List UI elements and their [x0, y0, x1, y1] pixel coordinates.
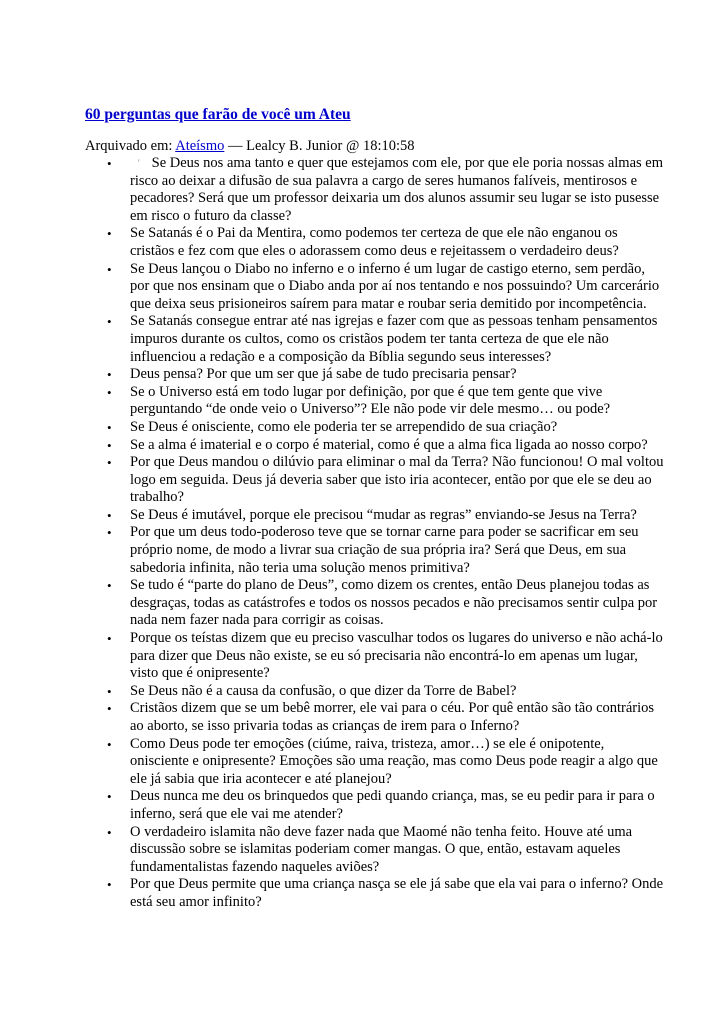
question-text: Se Deus é onisciente, como ele poderia ter se arrependido de sua criação?	[130, 418, 558, 435]
question-item	[85, 225, 665, 260]
question-item	[85, 507, 665, 525]
question-item	[85, 788, 665, 823]
bullet-icon: •	[107, 701, 112, 717]
question-text: Deus pensa? Por que um ser que já sabe de tudo precisaria pensar?	[130, 366, 517, 383]
question-item	[85, 437, 665, 455]
question-text: Se a alma é imaterial e o corpo é material, como é que a alma fica ligada ao nosso corpo?	[130, 436, 648, 453]
bullet-icon: •	[107, 736, 112, 752]
question-item	[85, 384, 665, 419]
bullet-icon: •	[107, 578, 112, 594]
question-text: Por que um deus todo-poderoso teve que se tornar carne para poder se sacrificar em seu próprio nome, de modo a livrar sua criação de sua própria ira? Será que Deus, em sua sabedoria infinita, não teria uma solução menos primitiva?	[130, 524, 639, 576]
question-item	[85, 577, 665, 630]
category-link[interactable]: Ateísmo	[175, 138, 225, 154]
question-item	[85, 824, 665, 877]
bullet-icon: •	[107, 261, 112, 277]
question-text: Cristãos dizem que se um bebê morrer, ele vai para o céu. Por quê então são tão contrários ao aborto, se isso privaria todas as crianças de irem para o Inferno?	[130, 700, 655, 734]
article-title-link[interactable]: 60 perguntas que farão de você um Ateu	[85, 106, 351, 123]
bullet-icon: •	[107, 824, 112, 840]
question-item	[85, 366, 665, 384]
bullet-icon: •	[107, 683, 112, 699]
bullet-icon: •	[107, 455, 112, 471]
question-text: Se Deus é imutável, porque ele precisou “mudar as regras” enviando-se Jesus na Terra?	[130, 506, 637, 523]
question-text: Porque os teístas dizem que eu preciso vasculhar todos os lugares do universo e não achá-lo para dizer que Deus não existe, se eu só precisaria não encontrá-lo em apenas um lugar, visto que é onipresente?	[130, 630, 663, 682]
question-text: Como Deus pode ter emoções (ciúme, raiva, tristeza, amor…) se ele é onipotente, onisciente e onipresente? Emoções são uma reação, mas como Deus pode reagir a algo que ele já sabia que iria acontecer e até planejou?	[130, 735, 658, 787]
questions-list	[85, 155, 665, 912]
bullet-icon: •	[107, 525, 112, 541]
question-item	[85, 683, 665, 701]
question-text: Se Deus nos ama tanto e quer que estejamos com ele, por que ele poria nossas almas em risco ao deixar a difusão de sua palavra a cargo de seres humanos falíveis, mentirosos e pecadores? Será que um professor deixaria um dos alunos assumir seu lugar se isto pusesse em risco o futuro da classe?	[130, 155, 663, 224]
question-item	[85, 736, 665, 789]
document-page	[85, 105, 665, 912]
question-text: Deus nunca me deu os brinquedos que pedi quando criança, mas, se eu pedir para ir para o inferno, será que ele vai me atender?	[130, 788, 655, 822]
bullet-icon: •	[107, 367, 112, 383]
bullet-icon: •	[107, 419, 112, 435]
question-text: Por que Deus permite que uma criança nasça se ele já sabe que ela vai para o inferno? Onde está seu amor infinito?	[130, 876, 664, 910]
bullet-icon: •	[107, 877, 112, 893]
stray-mark: '	[138, 158, 140, 168]
question-text: O verdadeiro islamita não deve fazer nada que Maomé não tenha feito. Houve até uma discussão sobre se islamitas poderiam comer mangas. O que, então, estavam aqueles fundamentalistas fazendo naqueles aviões?	[130, 823, 633, 875]
question-text: Se tudo é “parte do plano de Deus”, como dizem os crentes, então Deus planejou todas as desgraças, todas as catástrofes e todos os nossos pecados e não precisamos sentir culpa por nada nem fazer nada para corrigir as coisas.	[130, 577, 658, 629]
question-text: Se Satanás consegue entrar até nas igrejas e fazer com que as pessoas tenham pensamentos impuros durante os cultos, como os cristãos podem ter tanta certeza de que ele não influenciou a redação e a composição da Bíblia segundo seus interesses?	[130, 313, 658, 365]
question-text: Se Deus não é a causa da confusão, o que dizer da Torre de Babel?	[130, 682, 517, 699]
bullet-icon: •	[107, 314, 112, 330]
question-item	[85, 630, 665, 683]
bullet-icon: •	[107, 507, 112, 523]
question-item	[85, 700, 665, 735]
question-text: Se o Universo está em todo lugar por definição, por que é que tem gente que vive perguntando “de onde veio o Universo”? Ele não pode vir dele mesmo… ou pode?	[130, 383, 611, 418]
question-item	[85, 419, 665, 437]
bullet-icon: •	[107, 384, 112, 400]
bullet-icon: •	[107, 437, 112, 453]
byline: — Lealcy B. Junior @ 18:10:58	[227, 138, 415, 154]
question-item	[85, 261, 665, 314]
bullet-icon: •	[107, 226, 112, 242]
question-item	[85, 876, 665, 911]
question-text: Se Deus lançou o Diabo no inferno e o inferno é um lugar de castigo eterno, sem perdão, por que nos ensinam que o Diabo anda por aí nos tentando e nos possuindo? Um carcerário que deixa seus prisioneiros saírem para matar e roubar seria demitido por incompetência.	[130, 260, 660, 312]
question-item	[85, 454, 665, 507]
question-text: Se Satanás é o Pai da Mentira, como podemos ter certeza de que ele não enganou os cristãos e fez com que eles o adorassem como deus e rejeitassem o verdadeiro deus?	[130, 225, 619, 259]
bullet-icon: •	[107, 789, 112, 805]
archived-label: Arquivado em:	[85, 138, 173, 154]
bullet-icon: •	[107, 156, 112, 171]
archive-meta	[85, 137, 665, 155]
bullet-icon: •	[107, 631, 112, 647]
question-item	[85, 313, 665, 366]
question-item	[85, 524, 665, 577]
question-text: Por que Deus mandou o dilúvio para eliminar o mal da Terra? Não funcionou! O mal voltou logo em seguida. Deus já deveria saber que isto iria acontecer, então por que ele se deu ao trabalho?	[130, 454, 664, 506]
question-item	[85, 155, 665, 225]
